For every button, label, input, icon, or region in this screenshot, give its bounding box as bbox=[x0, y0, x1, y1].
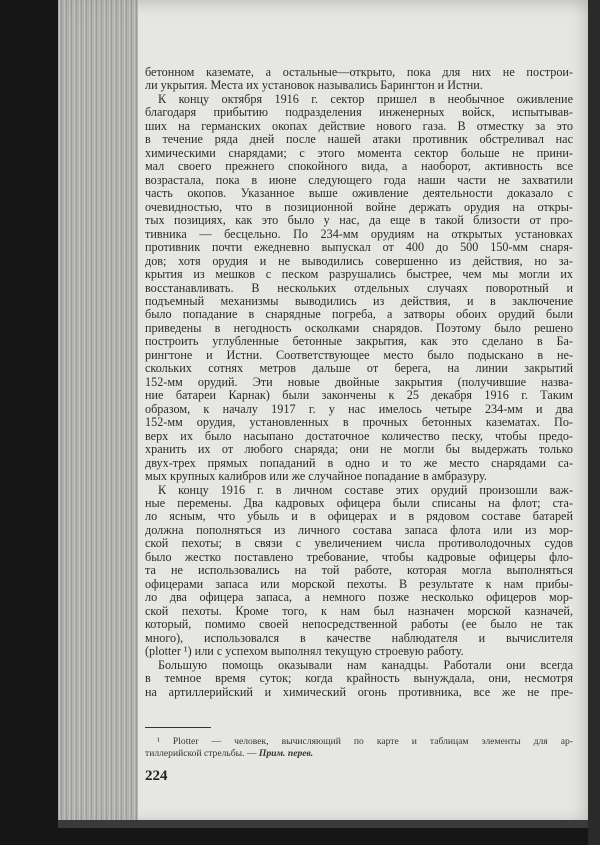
text-line: химическими снарядами; с этого момента сектор больше не прини- bbox=[145, 145, 573, 160]
text-line: ской пехоты. Кроме того, к нам был назначен морской казначей, bbox=[145, 603, 573, 618]
text-line: офицерами запаса или морской пехоты. В результате к нам прибы- bbox=[145, 576, 573, 591]
text-line: образом, к началу 1917 г. у нас имелось четыре 234-мм и два bbox=[145, 401, 573, 416]
text-line: (plotter ¹) или с успехом выполнял текущую строевую работу. bbox=[145, 644, 464, 659]
text-line: крытия из мешков с песком разрушались быстрее, чем мы могли их bbox=[145, 267, 573, 282]
page-stack-edges bbox=[58, 0, 138, 826]
text-line: построить углубленные бетонные закрытия, как это сделано в Ба- bbox=[145, 334, 573, 349]
text-line: подъемный механизмы выводились из действия, и в заключение bbox=[145, 293, 573, 308]
footnote bbox=[145, 736, 573, 760]
footnote-divider bbox=[145, 727, 211, 728]
text-line: бетонном каземате, а остальные—открыто, пока для них не построи- bbox=[145, 65, 573, 79]
text-line: противник почти ежедневно выпускал от 400 до 500 150-мм снаря- bbox=[145, 240, 573, 255]
text-line: тых позициях, как это было у нас, да еще в такой близости от про- bbox=[145, 213, 573, 228]
text-line: та не использовались на той работе, которая могла выполняться bbox=[145, 563, 573, 578]
footnote-line bbox=[145, 748, 573, 760]
text-line: верх их было насыпано достаточное количество песку, чтобы предо- bbox=[145, 428, 573, 443]
text-line: дов; хотя орудия и не выводились совершенно из действия, но за- bbox=[145, 253, 573, 268]
text-line: очевидностью, что в позиционной войне держать орудия на откры- bbox=[145, 199, 573, 214]
text-line: приведены в негодность осколками снарядов. Поэтому было решено bbox=[145, 320, 573, 335]
text-line: в темное время суток; когда крайность вынуждала, они, несмотря bbox=[145, 671, 573, 686]
text-line: часть окопов. Указанное выше оживление деятельности доказало с bbox=[145, 186, 573, 201]
text-line: двух-трех прямых попаданий в одно и то же место снарядами са- bbox=[145, 455, 573, 470]
text-line: было жестко поставлено требование, чтобы кадровые офицеры фло- bbox=[145, 549, 573, 564]
text-line: 152-мм орудий. Эти новые двойные закрытия (получившие назва- bbox=[145, 374, 573, 389]
text-line: было попадание в снарядные погреба, а затворы обоих орудий были bbox=[145, 307, 573, 322]
text-line: благодаря прибытию подразделения инженерных войск, испытывав- bbox=[145, 105, 573, 120]
text-line: 152-мм орудия, установленных в прочных бетонных казематах. По- bbox=[145, 415, 573, 430]
text-line: скольких сотнях метров дальше от берега, на линии закрытий bbox=[145, 361, 573, 376]
text-line: ло два офицера запаса, а немного позже несколько офицеров мор- bbox=[145, 590, 573, 605]
text-line: тивника — бесцельно. По 234-мм орудиям на открытых установках bbox=[145, 226, 573, 241]
text-line: хранить их от любого снаряда; они не могли бы выдержать только bbox=[145, 442, 573, 457]
text-line: много), использовался в качестве наблюдателя и вычислителя bbox=[145, 630, 573, 645]
text-line: который, помимо своей непосредственной работы (ее было не так bbox=[145, 617, 573, 632]
body-text bbox=[145, 66, 573, 699]
text-line: К концу 1916 г. в личном составе этих орудий произошли важ- bbox=[158, 482, 573, 497]
text-line: мал своего прежнего спокойного вида, а наоборот, активность все bbox=[145, 159, 573, 174]
text-line: на артиллерийский и химический огонь противника, все же не пре- bbox=[145, 684, 573, 699]
footnote-line: ¹ Plotter — человек, вычисляющий по карте и таблицам элементы для ар- bbox=[157, 736, 573, 747]
footnote-text: тиллерийской стрельбы. — bbox=[145, 748, 259, 759]
translator-note: Прим. перев. bbox=[258, 748, 314, 759]
text-line: в течение ряда дней после нашей атаки противник обстреливал нас bbox=[145, 132, 573, 147]
text-line: ской пехоты; в связи с увеличением числа противолодочных судов bbox=[145, 536, 573, 551]
text-line: рингтоне и Истни. Соответствующее место было подыскано в не- bbox=[145, 347, 573, 362]
text-line: должна пополняться из личного состава запаса флота или из мор- bbox=[145, 522, 573, 537]
text-line: мых крупных калибров или же случайное попадание в амбразуру. bbox=[145, 469, 487, 484]
page-number: 224 bbox=[145, 768, 168, 784]
text-line: ли укрытия. Места их установок назывались Барингтон и Истни. bbox=[145, 78, 483, 93]
book-binding-edge bbox=[588, 0, 600, 845]
text-line: возрастала, пока в июне следующего года наши части не захватили bbox=[145, 172, 573, 187]
text-line: восстанавливать. В нескольких отдельных случаях поворотный и bbox=[145, 280, 573, 295]
page-bottom-edge bbox=[58, 820, 588, 828]
text-line: К концу октября 1916 г. сектор пришел в необычное оживление bbox=[158, 91, 573, 106]
text-line: ние батареи Карнак) были закончены к 25 декабря 1916 г. Таким bbox=[145, 388, 573, 403]
text-line: ло ясным, что убыль и в офицерах и в рядовом составе батарей bbox=[145, 509, 573, 524]
text-line: Большую помощь оказывали нам канадцы. Работали они всегда bbox=[158, 657, 573, 672]
text-line: ших на германских окопах действие нового газа. В отместку за это bbox=[145, 118, 573, 133]
text-line: ные перемены. Два кадровых офицера были списаны на флот; ста- bbox=[145, 496, 573, 510]
